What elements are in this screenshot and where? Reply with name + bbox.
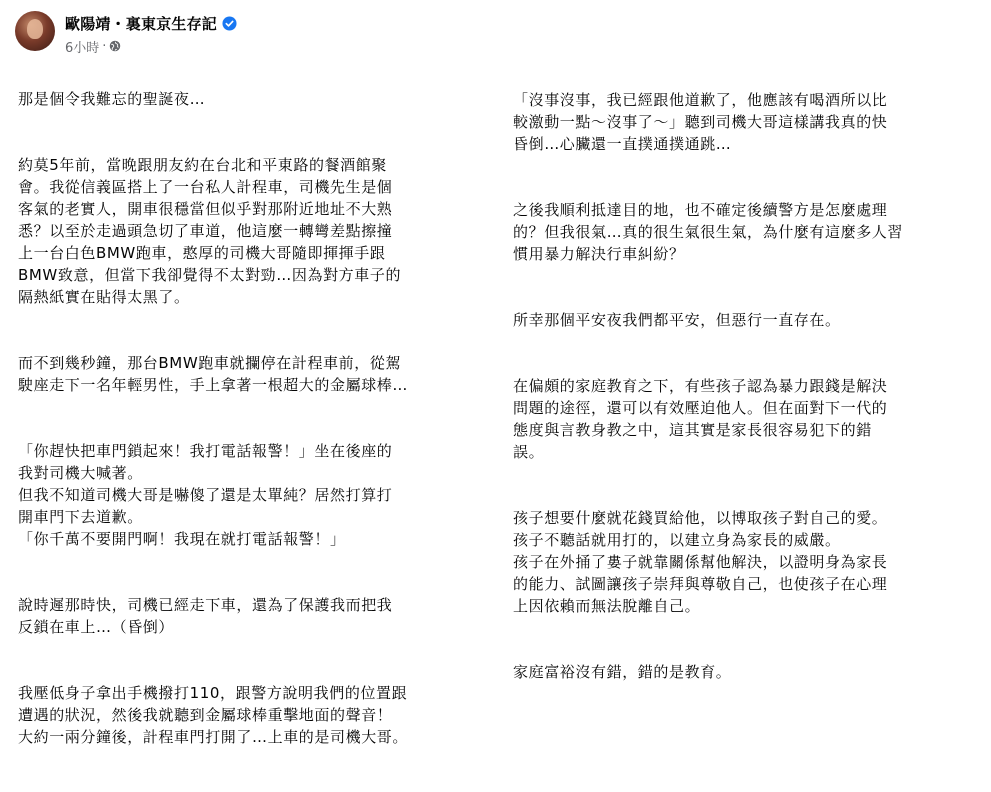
post-paragraph: 約莫5年前，當晚跟朋友約在台北和平東路的餐酒館聚 會。我從信義區搭上了一台私人計程車，司機先生是個 客氣的老實人，開車很穩當但似乎對那附近地址不大熟 悉？以至於走過頭急切了車道，他這麼一轉彎差點擦撞 上一台白色BMW跑車，憨厚的司機大哥隨即揮揮手跟 BMW致意，但當下我卻覺得不太對勁…因為對方車子的 隔熱紙實在貼得太黑了。 — [18, 156, 402, 306]
post-paragraph: 那是個令我難忘的聖誕夜… — [18, 90, 206, 108]
post-paragraph: 說時遲那時快，司機已經走下車，還為了保護我而把我 反鎖在車上…（昏倒） — [18, 596, 393, 636]
author-name[interactable]: 歐陽靖・裏東京生存記 — [65, 14, 218, 33]
post-paragraph: 「沒事沒事，我已經跟他道歉了，他應該有喝酒所以比 較激動一點～沒事了～」聽到司機大哥這樣講我真的快 昏倒…心臟還一直撲通撲通跳… — [513, 91, 888, 153]
meta-separator: · — [102, 38, 107, 54]
post-timestamp[interactable]: 6小時 — [65, 40, 100, 56]
post-paragraph: 「你趕快把車門鎖起來！我打電話報警！」坐在後座的 我對司機大喊著。 但我不知道司機大哥是嚇傻了還是太單純？居然打算打 開車門下去道歉。 「你千萬不要開門啊！我現在就打電話報警！」 — [18, 442, 393, 548]
globe-icon[interactable] — [109, 40, 121, 52]
post-paragraph: 所幸那個平安夜我們都平安，但惡行一直存在。 — [513, 311, 841, 329]
post-paragraph: 而不到幾秒鐘，那台BMW跑車就攔停在計程車前，從駕 駛座走下一名年輕男性，手上拿著一根超大的金屬球棒… — [18, 354, 409, 394]
post-paragraph: 在偏頗的家庭教育之下，有些孩子認為暴力跟錢是解決 問題的途徑，還可以有效壓迫他人。但在面對下一代的 態度與言教身教之中，這其實是家長很容易犯下的錯 誤。 — [513, 377, 888, 461]
avatar[interactable] — [15, 11, 55, 51]
author-row — [65, 13, 237, 33]
post-paragraph: 我壓低身子拿出手機撥打110，跟警方說明我們的位置跟 遭遇的狀況，然後我就聽到金屬球棒重擊地面的聲音！ 大約一兩分鐘後，計程車門打開了…上車的是司機大哥。 — [18, 684, 409, 746]
post-meta — [65, 38, 121, 54]
post-paragraph: 孩子想要什麼就花錢買給他，以博取孩子對自己的愛。 孩子不聽話就用打的，以建立身為家長的威嚴。 孩子在外捅了婁子就靠關係幫他解決，以證明身為家長 的能力、試圖讓孩子崇拜與尊敬自己，也使孩子在心理 上因依賴而無法脫離自己。 — [513, 509, 888, 615]
post-header — [15, 7, 515, 57]
post-body-left-column — [18, 66, 488, 792]
verified-badge-icon — [222, 16, 237, 31]
post-paragraph: 之後我順利抵達目的地，也不確定後續警方是怎麼處理 的？但我很氣…真的很生氣很生氣，為什麼有這麼多人習 慣用暴力解決行車糾紛？ — [513, 201, 904, 263]
post-paragraph: 家庭富裕沒有錯，錯的是教育。 — [513, 663, 732, 681]
post-body-right-column — [513, 67, 983, 727]
